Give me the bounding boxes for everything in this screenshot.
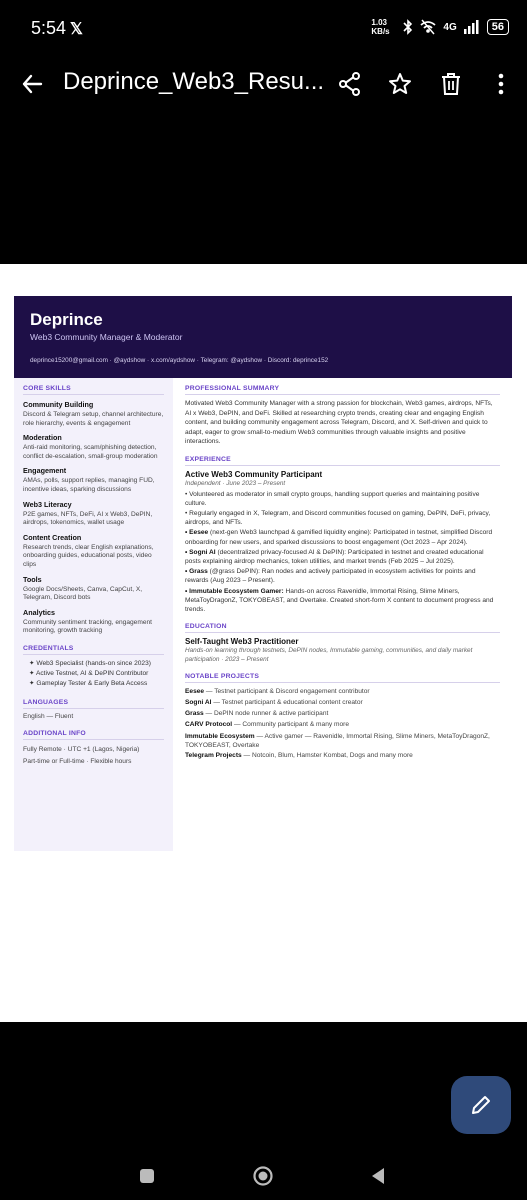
recents-button[interactable] bbox=[133, 1162, 161, 1190]
back-button[interactable] bbox=[16, 68, 48, 100]
skill-item bbox=[23, 400, 164, 428]
bullet-text: (@grass DePIN): Ran nodes and actively participated in ecosystem activities for points and rewards (Aug 2023 – Present). bbox=[185, 568, 476, 585]
core-skills-heading: CORE SKILLS bbox=[23, 385, 164, 395]
skill-item bbox=[23, 533, 164, 570]
project-item bbox=[185, 732, 500, 750]
resume-role: Web3 Community Manager & Moderator bbox=[30, 332, 183, 342]
recents-icon bbox=[139, 1168, 155, 1184]
network-type: 4G bbox=[443, 21, 457, 33]
document-title: Deprince_Web3_Resu... bbox=[63, 68, 325, 95]
projects-heading: NOTABLE PROJECTS bbox=[185, 673, 500, 683]
app-bar bbox=[0, 56, 527, 112]
skill-desc: Anti-raid monitoring, scam/phishing detection, conflict de-escalation, small-group moderation bbox=[23, 444, 158, 460]
summary-text: Motivated Web3 Community Manager with a strong passion for blockchain, Web3 games, airdrops, NFTs, AI x Web3, DePIN, and DeFi. Skilled at researching crypto trends, creating clear and engaging English content, and building community engagement across Telegram, Discord, and X. Self-driven and quick to adapt, eager to grow small-to-medium Web3 communities through valuable insights and positive interactions. bbox=[185, 400, 493, 446]
experience-heading: EXPERIENCE bbox=[185, 456, 500, 466]
network-speed: 1.03 KB/s bbox=[371, 18, 390, 36]
home-icon bbox=[252, 1165, 274, 1187]
education-title: Self-Taught Web3 Practitioner bbox=[185, 637, 299, 647]
skill-item bbox=[23, 500, 164, 528]
additional-info-item: Fully Remote · UTC +1 (Lagos, Nigeria) bbox=[23, 746, 140, 754]
project-item bbox=[185, 751, 500, 762]
status-time: 5:54 bbox=[31, 18, 67, 38]
resume-sidebar bbox=[14, 378, 173, 851]
wifi-icon bbox=[419, 19, 437, 35]
battery-indicator: 56 bbox=[487, 19, 509, 35]
additional-info-heading: ADDITIONAL INFO bbox=[23, 730, 164, 740]
back-arrow-icon bbox=[21, 73, 43, 95]
project-desc: — Testnet participant & educational content creator bbox=[211, 699, 363, 707]
project-name: Eesee bbox=[185, 688, 205, 696]
skill-item bbox=[23, 575, 164, 603]
system-nav-bar bbox=[0, 1152, 527, 1200]
credential-item: ✦ Gameplay Tester & Early Beta Access bbox=[29, 680, 148, 688]
resume-contact: deprince15200@gmail.com · @aydshow · x.com/aydshow · Telegram: @aydshow · Discord: deprince152 bbox=[30, 357, 329, 364]
bullet-lead: • Sogni AI bbox=[185, 548, 216, 556]
signal-icon bbox=[463, 20, 481, 34]
additional-info-item: Part-time or Full-time · Flexible hours bbox=[23, 758, 132, 766]
skill-title: Moderation bbox=[23, 433, 62, 443]
project-item bbox=[185, 698, 500, 709]
edit-pencil-icon bbox=[470, 1094, 492, 1116]
project-name: Sogni AI bbox=[185, 699, 212, 707]
skill-item bbox=[23, 433, 164, 461]
skill-desc: Research trends, clear English explanations, onboarding guides, educational posts, video clips bbox=[23, 543, 154, 568]
project-item bbox=[185, 709, 500, 720]
bullet-text: (next-gen Web3 launchpad & gamified liquidity engine): Participated in testnet, simplified Discord onboarding for new users, and sparked discussions to boost engagement (Oct 2023 – Apr 2024). bbox=[185, 529, 493, 546]
edit-fab-button[interactable] bbox=[451, 1076, 511, 1134]
share-icon bbox=[339, 72, 361, 96]
project-name: Grass bbox=[185, 709, 204, 717]
bullet-lead: • Grass bbox=[185, 568, 208, 576]
credential-item: ✦ Active Testnet, AI & DePIN Contributor bbox=[29, 670, 149, 678]
skill-desc: Community sentiment tracking, engagement monitoring, growth tracking bbox=[23, 618, 153, 635]
language-item: English — Fluent bbox=[23, 712, 74, 720]
more-options-button[interactable] bbox=[485, 68, 517, 100]
project-desc: — Testnet participant & Discord engagement contributor bbox=[204, 688, 370, 696]
skill-title: Community Building bbox=[23, 400, 94, 409]
bullet-lead: • Eesee bbox=[185, 529, 209, 537]
skill-desc: AMAs, polls, support replies, managing FUD, incentive ideas, sparking discussions bbox=[23, 477, 155, 493]
project-desc: — Active gamer — Ravenidle, Immortal Rising, Slime Miners, MetaToyDragonZ, TOKYOBEAST, Overtake bbox=[185, 732, 490, 749]
home-button[interactable] bbox=[249, 1162, 277, 1190]
education-subtitle: Hands-on learning through testnets, DePIN nodes, Immutable gaming, communities, and daily market participation · 2023 – Present bbox=[185, 647, 473, 663]
experience-bullet bbox=[185, 509, 500, 527]
experience-bullet bbox=[185, 548, 500, 566]
job-subtitle: Independent · June 2023 – Present bbox=[185, 479, 286, 487]
more-vertical-icon bbox=[498, 73, 504, 95]
project-name: CARV Protocol bbox=[185, 720, 233, 728]
document-page bbox=[0, 264, 527, 1022]
bullet-text: (decentralized privacy-focused AI & DePIN): Participated in testnet and created educational posts explaining airdrop mechanics, token utilities, and market trends (Feb 2025 – Jul 2025). bbox=[185, 548, 484, 565]
star-icon bbox=[388, 72, 412, 96]
education-heading: EDUCATION bbox=[185, 623, 500, 633]
credentials-heading: CREDENTIALS bbox=[23, 645, 164, 655]
skill-item bbox=[23, 608, 164, 636]
resume-name: Deprince bbox=[30, 310, 103, 329]
resume-main bbox=[173, 378, 512, 768]
experience-bullet bbox=[185, 587, 500, 615]
trash-icon bbox=[441, 72, 461, 96]
skill-desc: P2E games, NFTs, DeFi, AI x Web3, DePIN, airdrops, tokenomics, wallet usage bbox=[23, 510, 153, 527]
status-icons bbox=[371, 18, 509, 36]
skill-desc: Google Docs/Sheets, Canva, CapCut, X, Telegram, Discord bots bbox=[23, 585, 143, 602]
bluetooth-icon bbox=[403, 19, 413, 35]
project-desc: — Community participant & many more bbox=[232, 720, 350, 728]
languages-heading: LANGUAGES bbox=[23, 699, 164, 709]
status-bar bbox=[0, 0, 527, 56]
project-item bbox=[185, 720, 500, 731]
skill-title: Engagement bbox=[23, 466, 67, 476]
resume-header bbox=[14, 296, 512, 378]
bullet-text: • Regularly engaged in X, Telegram, and Discord communities focused on gaming, DePIN, DeFi, privacy, airdrops, and NFTs. bbox=[185, 509, 491, 527]
favorite-button[interactable] bbox=[384, 68, 416, 100]
project-name: Telegram Projects bbox=[185, 751, 242, 759]
project-desc: — Notcoin, Blum, Hamster Kombat, Dogs and many more bbox=[241, 751, 413, 759]
x-notification-icon: 𝕏 bbox=[70, 21, 83, 38]
delete-button[interactable] bbox=[435, 68, 467, 100]
bullet-lead: • Immutable Ecosystem Gamer: bbox=[185, 587, 284, 595]
project-item bbox=[185, 687, 500, 698]
project-name: Immutable Ecosystem bbox=[185, 732, 255, 740]
back-triangle-icon bbox=[370, 1167, 386, 1185]
bullet-text: • Volunteered as moderator in small crypto groups, handling support queries and maintaining positive culture. bbox=[185, 490, 480, 507]
back-nav-button[interactable] bbox=[364, 1162, 392, 1190]
skill-item bbox=[23, 466, 164, 494]
experience-bullet bbox=[185, 567, 500, 585]
bullet-text: Hands-on across Ravenidle, Immortal Rising, Slime Miners, MetaToyDragonZ, TOKYOBEAST, and Overtake. Created short-form X content to document progress and trends. bbox=[185, 587, 494, 613]
skill-desc: Discord & Telegram setup, channel architecture, role hierarchy, events & engagement bbox=[23, 411, 164, 427]
share-button[interactable] bbox=[334, 68, 366, 100]
skill-title: Analytics bbox=[23, 607, 55, 617]
summary-heading: PROFESSIONAL SUMMARY bbox=[185, 385, 500, 395]
project-desc: — DePIN node runner & active participant bbox=[203, 709, 329, 717]
credential-item: ✦ Web3 Specialist (hands-on since 2023) bbox=[29, 659, 151, 667]
skill-title: Content Creation bbox=[23, 532, 82, 542]
experience-bullet bbox=[185, 490, 500, 508]
job-title: Active Web3 Community Participant bbox=[185, 469, 323, 479]
skill-title: Web3 Literacy bbox=[23, 499, 72, 509]
resume bbox=[14, 296, 512, 851]
experience-bullet bbox=[185, 528, 500, 546]
skill-title: Tools bbox=[23, 574, 42, 584]
